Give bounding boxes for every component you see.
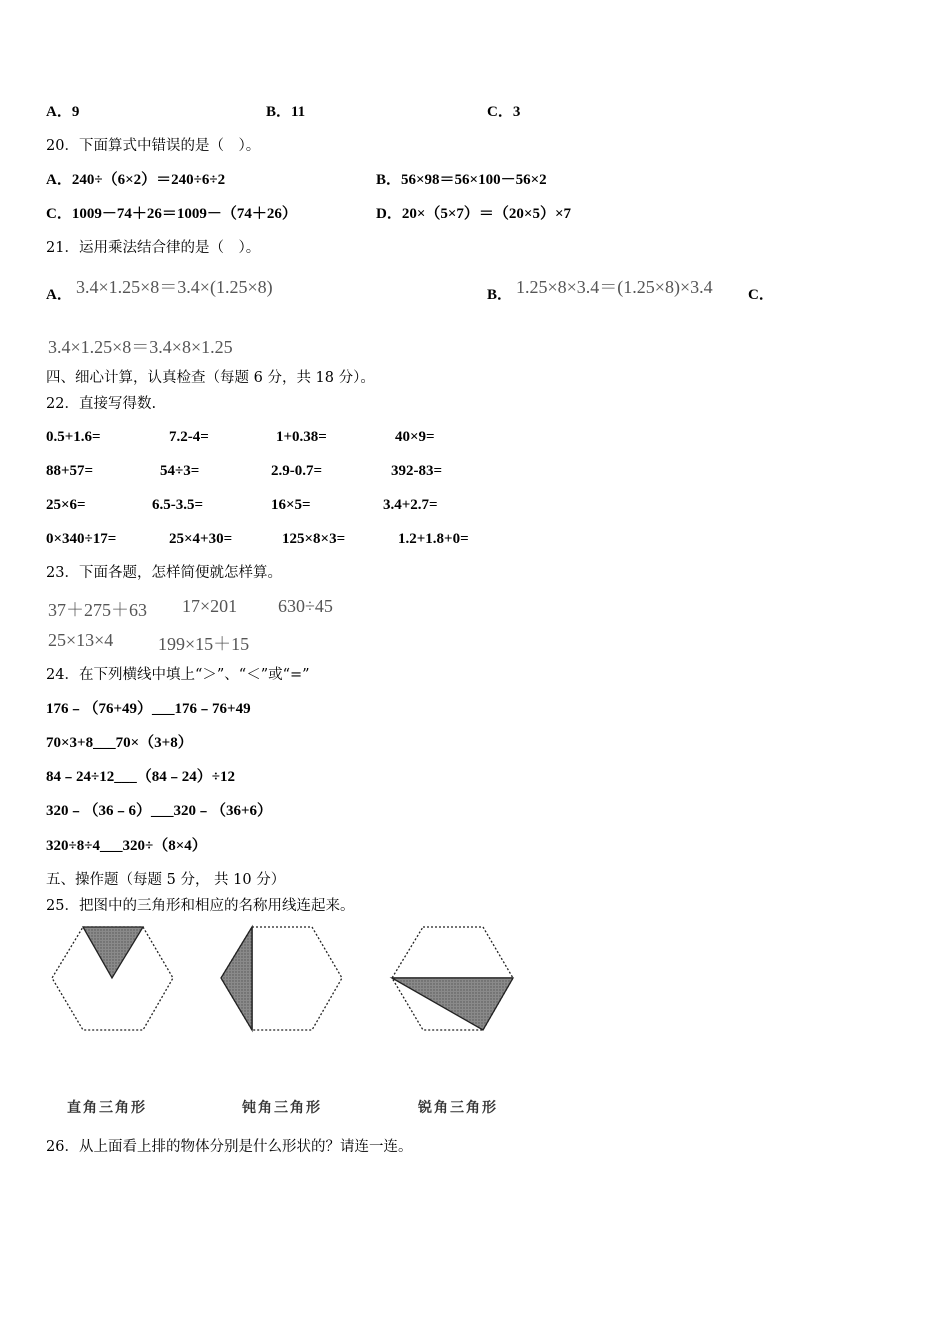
q23-expression: 630÷45 [278,596,333,616]
q20-title: 20．下面算式中错误的是（ ）。 [46,138,261,154]
q21-title: 21．运用乘法结合律的是（ ）。 [46,240,261,256]
q22-item: 0.5+1.6= [46,429,101,445]
hexagon-figure-3 [392,927,513,1030]
q24-item: 320﹣（36﹣6）___320﹣（36+6） [46,803,273,819]
hexagon-figures [40,920,540,1040]
q22-item: 1+0.38= [276,429,327,445]
q19-option-c: C．3 [487,104,521,120]
q22-item: 40×9= [395,429,435,445]
shaded-triangle-3 [392,978,513,1030]
q25-title: 25．把图中的三角形和相应的名称用线连起来。 [46,898,355,914]
q22-item: 88+57= [46,463,94,479]
q24-item: 84﹣24÷12___（84﹣24）÷12 [46,769,235,785]
q21-option-c-expression: 3.4×1.25×8＝3.4×8×1.25 [48,337,233,357]
q21-option-a-expression: 3.4×1.25×8＝3.4×(1.25×8) [76,277,273,297]
q23-expression: 199×15＋15 [158,634,250,654]
label-right-triangle: 直角三角形 [67,1100,147,1116]
q22-title: 22．直接写得数. [46,396,157,412]
q23-expression: 37＋275＋63 [48,600,147,620]
q23-title: 23．下面各题，怎样简便就怎样算。 [46,565,282,581]
q23-expression: 25×13×4 [48,630,114,650]
q22-item: 0×340÷17= [46,531,117,547]
q26-title: 26．从上面看上排的物体分别是什么形状的？请连一连。 [46,1139,413,1155]
q22-item: 6.5-3.5= [152,497,204,513]
section-4-heading: 四、细心计算，认真检查（每题 6 分，共 18 分）。 [46,370,375,386]
shaded-triangle-1 [83,927,143,978]
label-acute-triangle: 锐角三角形 [418,1100,498,1116]
q23-expression: 17×201 [182,596,238,616]
q22-item: 54÷3= [160,463,200,479]
q20-option-a: A．240÷（6×2）＝240÷6÷2 [46,172,226,188]
q22-item: 1.2+1.8+0= [398,531,469,547]
q22-item: 25×4+30= [169,531,233,547]
q22-item: 392-83= [391,463,443,479]
q21-option-a-label: A． [46,287,72,303]
q22-item: 16×5= [271,497,311,513]
q22-item: 3.4+2.7= [383,497,438,513]
q22-item: 125×8×3= [282,531,346,547]
shaded-triangle-2 [221,927,252,1030]
hexagon-figure-1 [52,927,173,1030]
q24-title: 24．在下列横线中填上“＞”、“＜”或“=” [46,667,310,683]
q19-option-b: B．11 [266,104,306,120]
q22-item: 2.9-0.7= [271,463,323,479]
q24-item: 70×3+8___70×（3+8） [46,735,193,751]
q20-option-c: C．1009－74＋26＝1009－（74＋26） [46,206,297,222]
q20-option-b: B．56×98＝56×100－56×2 [376,172,547,188]
hexagon-figure-2 [221,927,342,1030]
q24-item: 320÷8÷4___320÷（8×4） [46,838,207,854]
q19-option-a: A．9 [46,104,80,120]
q22-item: 7.2-4= [169,429,209,445]
label-obtuse-triangle: 钝角三角形 [242,1100,322,1116]
q24-item: 176﹣（76+49）___176﹣76+49 [46,701,251,717]
q21-option-b-label: B． [487,287,513,303]
section-5-heading: 五、操作题（每题 5 分， 共 10 分） [46,872,286,888]
q22-item: 25×6= [46,497,86,513]
q21-option-c-label: C． [748,287,774,303]
q20-option-d: D．20×（5×7）＝（20×5）×7 [376,206,572,222]
q21-option-b-expression: 1.25×8×3.4＝(1.25×8)×3.4 [516,277,713,297]
